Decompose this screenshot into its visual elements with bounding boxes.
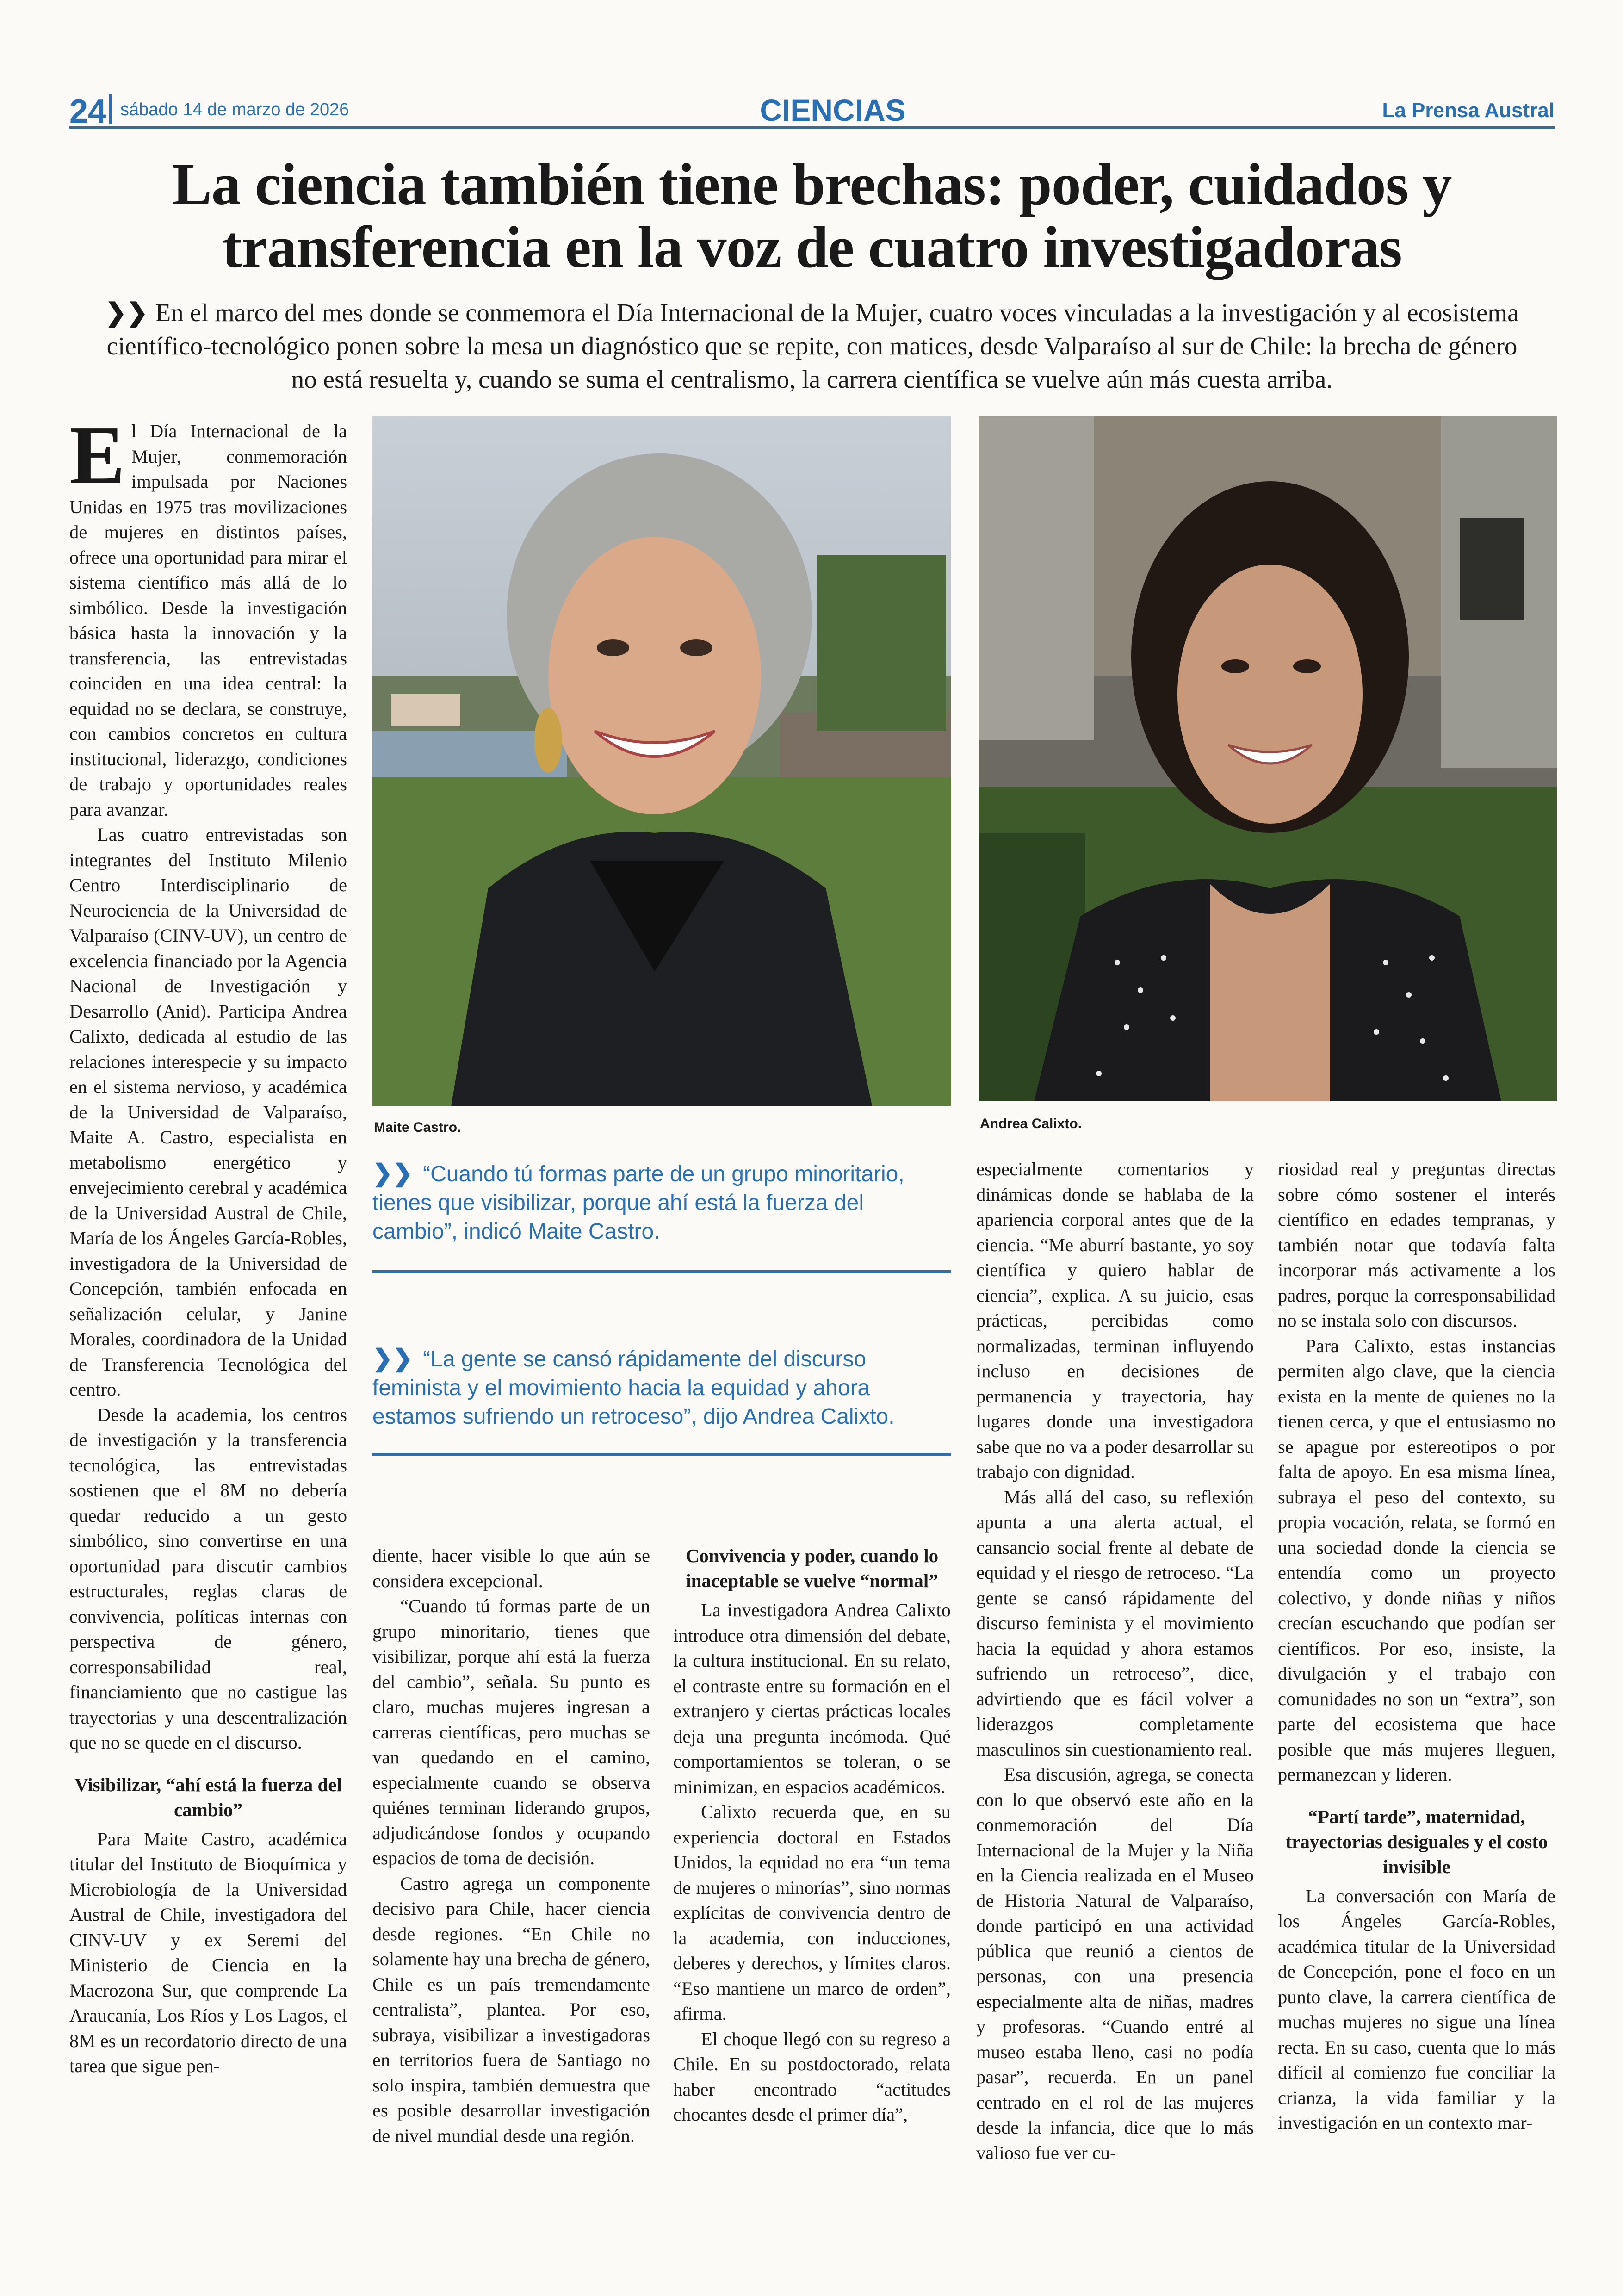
body-paragraph: La investigadora Andrea Calixto introduce otra dimensión del debate, la cultura institucional. En su relato, el contraste entre su formación en el extranjero y ciertas prácticas locales deja una pregunta incómoda. Qué comportamientos se toleran, o se minimizan, en espacios académicos.	[673, 1600, 951, 1797]
body-paragraph: Esa discusión, agrega, se conecta con lo que observó este año en la conmemoración del Día Internacional de la Mujer y la Niña en la Ciencia realizada en el Museo de Historia Natural de Valparaíso, donde participó en una actividad pública que reunió a cientos de personas, con una presencia especialmente alta de niñas, madres y profesoras. “Cuando entré al museo estaba lleno, casi no podía pasar”, recuerda. En un panel centrado en el rol de las mujeres desde la infancia, dice que lo más valioso fue ver cu-	[976, 1764, 1254, 2163]
section-title: CIENCIAS	[760, 93, 906, 127]
article-column-3	[673, 1543, 951, 2128]
article-lead	[102, 296, 1522, 396]
section-subhead: “Partí tarde”, maternidad, trayectorias desiguales y el costo invisible	[1285, 1806, 1548, 1877]
lead-text: En el marco del mes donde se conmemora el Día Internacional de la Mujer, cuatro voces vinculadas a la investigación y al ecosistema científico-tecnológico ponen sobre la mesa un diagnóstico que se repite, con matices, desde Valparaíso al sur de Chile: la brecha de género no está resuelta y, cuando se suma el centralismo, la carrera científica se vuelve aún más cuesta arriba.	[106, 298, 1519, 393]
drop-cap: E	[69, 409, 125, 501]
photo-andrea-calixto	[979, 416, 1557, 1101]
article-column-4	[976, 1157, 1254, 2166]
pull-quote-maite-castro	[372, 1159, 951, 1246]
body-paragraph: “Cuando tú formas parte de un grupo minoritario, tienes que visibilizar, porque ahí está la fuerza del cambio”, señala. Su punto es claro, muchas mujeres ingresan a carreras científicas, pero muchas se van quedando en el camino, especialmente cuando se observa quiénes terminan liderando grupos, adjudicándose fondos y ocupando espacios de toma de decisión.	[372, 1595, 650, 1868]
photo-caption-maite-castro: Maite Castro.	[374, 1120, 461, 1135]
body-paragraph: Desde la academia, los centros de investigación y la transferencia tecnológica, las entrevistadas sostienen que el 8M no debería quedar reducido a un gesto simbólico, sino convertirse en una oportunidad para discutir cambios estructurales, reglas claras de convivencia, políticas internas con perspectiva de género, corresponsabilidad real, financiamiento que no castigue las trayectorias y una descentralización que no se quede en el discurso.	[69, 1404, 347, 1753]
pull-quote-divider	[372, 1453, 951, 1456]
portrait-image	[372, 416, 951, 1106]
body-paragraph: Calixto recuerda que, en su experiencia doctoral en Estados Unidos, la equidad no era “un tema de mujeres o minorías”, sino normas explícitas de convivencia dentro de la academia, con inducciones, deberes y derechos, y límites claros. “Eso mantiene un marco de orden”, afirma.	[673, 1801, 951, 2024]
page-number-separator	[109, 94, 112, 124]
photo-caption-andrea-calixto: Andrea Calixto.	[980, 1116, 1082, 1131]
article-column-5	[1278, 1157, 1555, 2136]
pull-quote-text: “Cuando tú formas parte de un grupo minoritario, tienes que visibilizar, porque ahí está la fuerza del cambio”, indicó Maite Castro.	[372, 1162, 904, 1244]
page-header	[69, 93, 1555, 129]
body-paragraph: especialmente comentarios y dinámicas donde se hablaba de la apariencia corporal antes que de la ciencia. “Me aburrí bastante, yo soy científica y quiero hablar de ciencia”, explica. A su juicio, esas prácticas, percibidas como normalizadas, terminan influyendo incluso en decisiones de permanencia y trayectoria, hay lugares donde una investigadora sabe que no va a poder desarrollar su trabajo con dignidad.	[976, 1159, 1254, 1482]
chevron-right-icon: ❯❯	[372, 1345, 413, 1372]
body-paragraph: Castro agrega un componente decisivo para Chile, hacer ciencia desde regiones. “En Chile no solamente hay una brecha de género, Chile es un país tremendamente centralista”, plantea. Por eso, subraya, visibilizar a investigadoras en territorios fuera de Santiago no solo inspira, también demuestra que es posible desarrollar investigación de nivel mundial desde una región.	[372, 1873, 650, 2146]
body-paragraph: l Día Internacional de la Mujer, conmemoración impulsada por Naciones Unidas en 1975 tras movilizaciones de mujeres en distintos países, ofrece una oportunidad para mirar el sistema científico más allá de lo simbólico. Desde la investigación básica hasta la innovación y la transferencia, las entrevistadas coinciden en una idea central: la equidad no se declara, se construye, con cambios concretos en cultura institucional, liderazgo, condiciones de trabajo y oportunidades reales para avanzar.	[69, 421, 347, 820]
section-subhead: Convivencia y poder, cuando lo inaceptable se vuelve “normal”	[685, 1545, 939, 1591]
pull-quote-andrea-calixto	[372, 1344, 951, 1431]
body-paragraph: riosidad real y preguntas directas sobre cómo sostener el interés científico en edades tempranas, y también notar que todavía falta incorporar más activamente a los padres, porque la corresponsabilidad no se instala solo con discursos.	[1278, 1159, 1555, 1331]
publication-date: sábado 14 de marzo de 2026	[120, 100, 349, 119]
pull-quote-divider	[372, 1270, 951, 1273]
body-paragraph: Las cuatro entrevistadas son integrantes del Instituto Milenio Centro Interdisciplinario de Neurociencia de la Universidad de Valparaíso (CINV-UV), un centro de excelencia financiado por la Agencia Nacional de Investigación y Desarrollo (Anid). Participa Andrea Calixto, dedicada al estudio de las relaciones interespecie y su impacto en el sistema nervioso, y académica de la Universidad de Valparaíso, Maite A. Castro, especialista en metabolismo energético y envejecimiento cerebral y académica de la Universidad Austral de Chile, María de los Ángeles García-Robles, investigadora de la Universidad de Concepción, también enfocada en señalización celular, y Janine Morales, coordinadora de la Unidad de Transferencia Tecnológica del centro.	[69, 824, 347, 1400]
chevron-right-icon: ❯❯	[105, 298, 148, 327]
article-column-2	[372, 1543, 650, 2148]
body-paragraph: Para Calixto, estas instancias permiten algo clave, que la ciencia exista en la mente de quienes no la tienen cerca, y que el entusiasmo no se apague por estereotipos o por falta de apoyo. En esa misma línea, subraya el peso del contexto, su propia vocación, relata, se formó en una sociedad donde la ciencia se entendía como un proyecto colectivo, y donde niñas y niños crecían escuchando que podían ser científicos. Por eso, insiste, la divulgación y el trabajo con comunidades no son un “extra”, son parte del ecosistema que hace posible que más mujeres lleguen, permanezcan y lideren.	[1278, 1335, 1555, 1785]
chevron-right-icon: ❯❯	[372, 1160, 413, 1187]
body-paragraph: Más allá del caso, su reflexión apunta a una alerta actual, el cansancio social frente al debate de equidad y el riesgo de retroceso. “La gente se cansó rápidamente del discurso feminista y el movimiento hacia la equidad y ahora estamos sufriendo un retroceso”, dice, advirtiendo que es fácil volver a liderazgos completamente masculinos sin cuestionamiento real.	[976, 1486, 1254, 1760]
article-headline: La ciencia también tiene brechas: poder, cuidados y transferencia en la voz de cuatro investigadoras	[172, 151, 1452, 280]
newspaper-name: La Prensa Austral	[1382, 99, 1555, 122]
page-number: 24	[69, 93, 107, 130]
article-column-1	[69, 409, 347, 2079]
portrait-image	[979, 416, 1557, 1101]
body-paragraph: diente, hacer visible lo que aún se considera excepcional.	[372, 1545, 650, 1591]
photo-maite-castro	[372, 416, 951, 1106]
body-paragraph: Para Maite Castro, académica titular del Instituto de Bioquímica y Microbiología de la Universidad Austral de Chile, investigadora del CINV-UV y ex Seremi del Ministerio de Ciencia en la Macrozona Sur, que comprende La Araucanía, Los Ríos y Los Lagos, el 8M es un recordatorio directo de una tarea que sigue pen-	[69, 1828, 347, 2076]
pull-quote-text: “La gente se cansó rápidamente del discurso feminista y el movimiento hacia la equidad y ahora estamos sufriendo un retroceso”, dijo Andrea Calixto.	[372, 1347, 895, 1429]
body-paragraph: La conversación con María de los Ángeles García-Robles, académica titular de la Universidad de Concepción, pone el foco en un punto clave, la carrera científica de muchas mujeres no sigue una línea recta. En su caso, cuenta que lo más difícil al comienzo fue conciliar la crianza, la vida familiar y la investigación en un contexto mar-	[1278, 1885, 1555, 2133]
section-subhead: Visibilizar, “ahí está la fuerza del cambio”	[74, 1774, 342, 1820]
body-paragraph: El choque llegó con su regreso a Chile. En su postdoctorado, relata haber encontrado “actitudes chocantes desde el primer día”,	[673, 2028, 951, 2125]
